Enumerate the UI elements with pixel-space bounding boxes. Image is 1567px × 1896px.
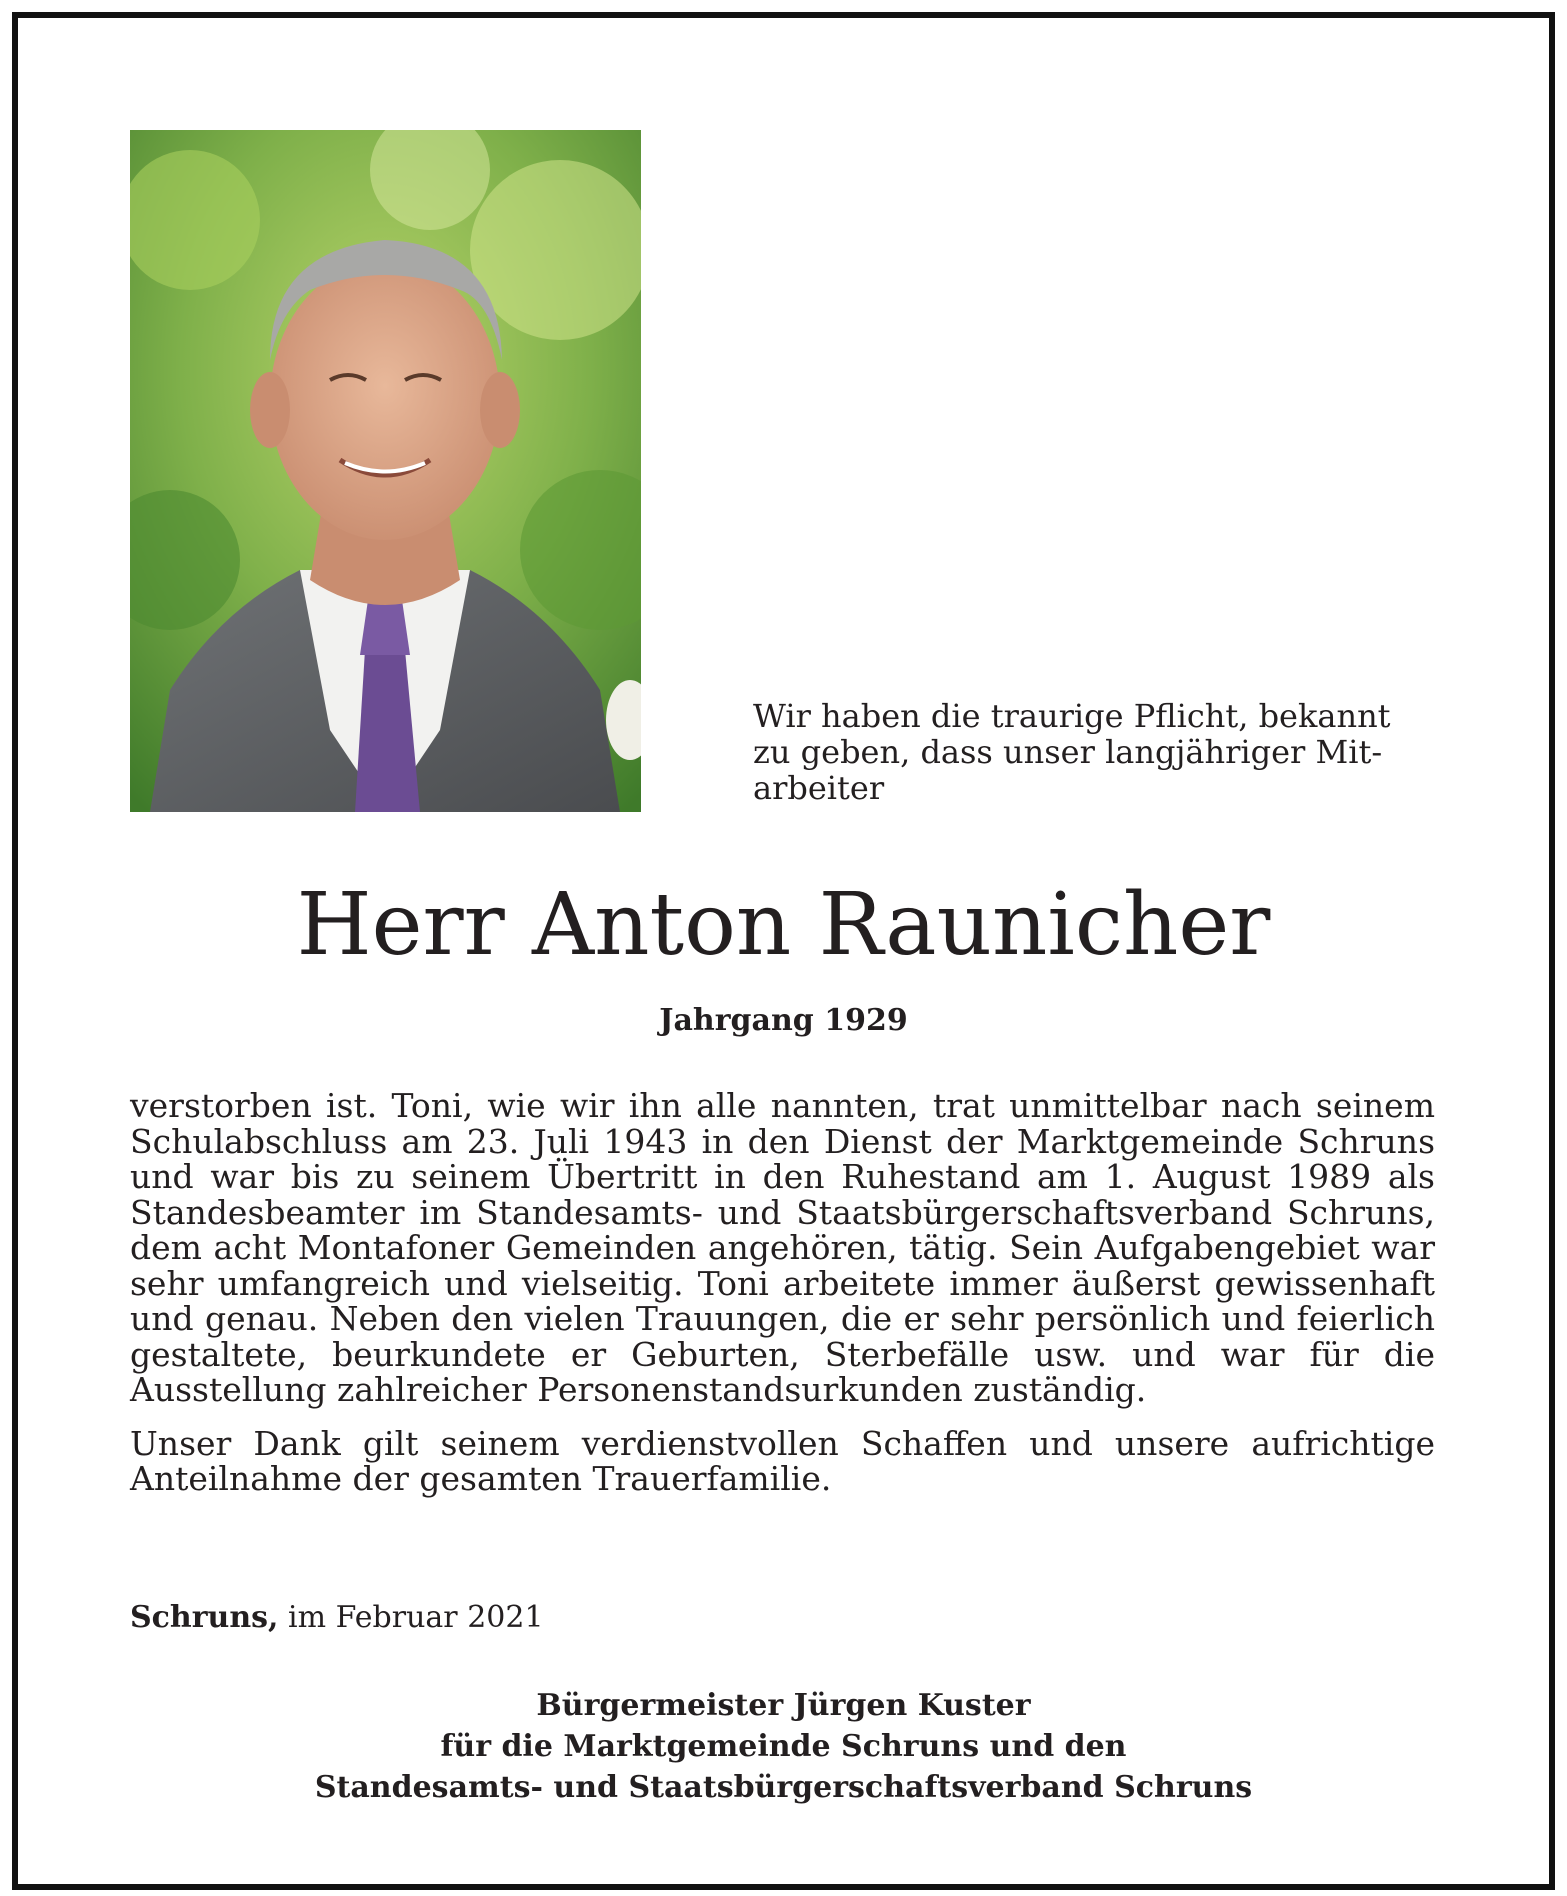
body-paragraph-1: verstorben ist. Toni, wie wir ihn alle nannten, trat unmittelbar nach seinem Schulabschluss am 23. Juli 1943 in den Dienst der Marktgemeinde Schruns und war bis zu seinem Übertritt in den Ruhestand am 1. August 1989 als Standesbeamter im Standesamts- und Staatsbürgerschaftsverband Schruns, dem acht Montafoner Gemeinden angehören, tätig. Sein Aufgabengebiet war sehr umfangreich und vielseitig. Toni arbeitete immer äußerst gewissenhaft und genau. Neben den vielen Trauungen, die er sehr persönlich und feierlich gestaltete, beurkundete er Geburten, Sterbefälle usw. und war für die Ausstellung zahlreicher Personenstandsurkunden zuständig. [130, 1086, 1435, 1409]
birth-year: Jahrgang 1929 [659, 1003, 908, 1038]
signature-block [0, 1685, 1567, 1808]
intro-text [753, 698, 1443, 806]
signature-line-3: Standesamts- und Staatsbürgerschaftsverband Schruns [314, 1770, 1253, 1805]
signature-line-1: Bürgermeister Jürgen Kuster [536, 1688, 1031, 1723]
deceased-name: Herr Anton Raunicher [296, 875, 1271, 975]
body-paragraph-2: Unser Dank gilt seinem verdienstvollen Schaffen und unsere aufrichtige Anteilnahme der gesamten Trauerfamilie. [130, 1423, 1435, 1498]
place-date [130, 1600, 544, 1635]
place-city: Schruns, [130, 1600, 279, 1635]
portrait-photo [130, 130, 641, 812]
intro-line-1: Wir haben die traurige Pflicht, bekannt [753, 697, 1391, 735]
intro-line-2: zu geben, dass unser langjähriger Mit- [753, 733, 1383, 771]
place-date-text: im Februar 2021 [278, 1600, 544, 1635]
signature-line-2: für die Marktgemeinde Schruns und den [440, 1729, 1127, 1764]
intro-line-3: arbeiter [753, 769, 885, 807]
obituary-body [130, 1088, 1435, 1497]
